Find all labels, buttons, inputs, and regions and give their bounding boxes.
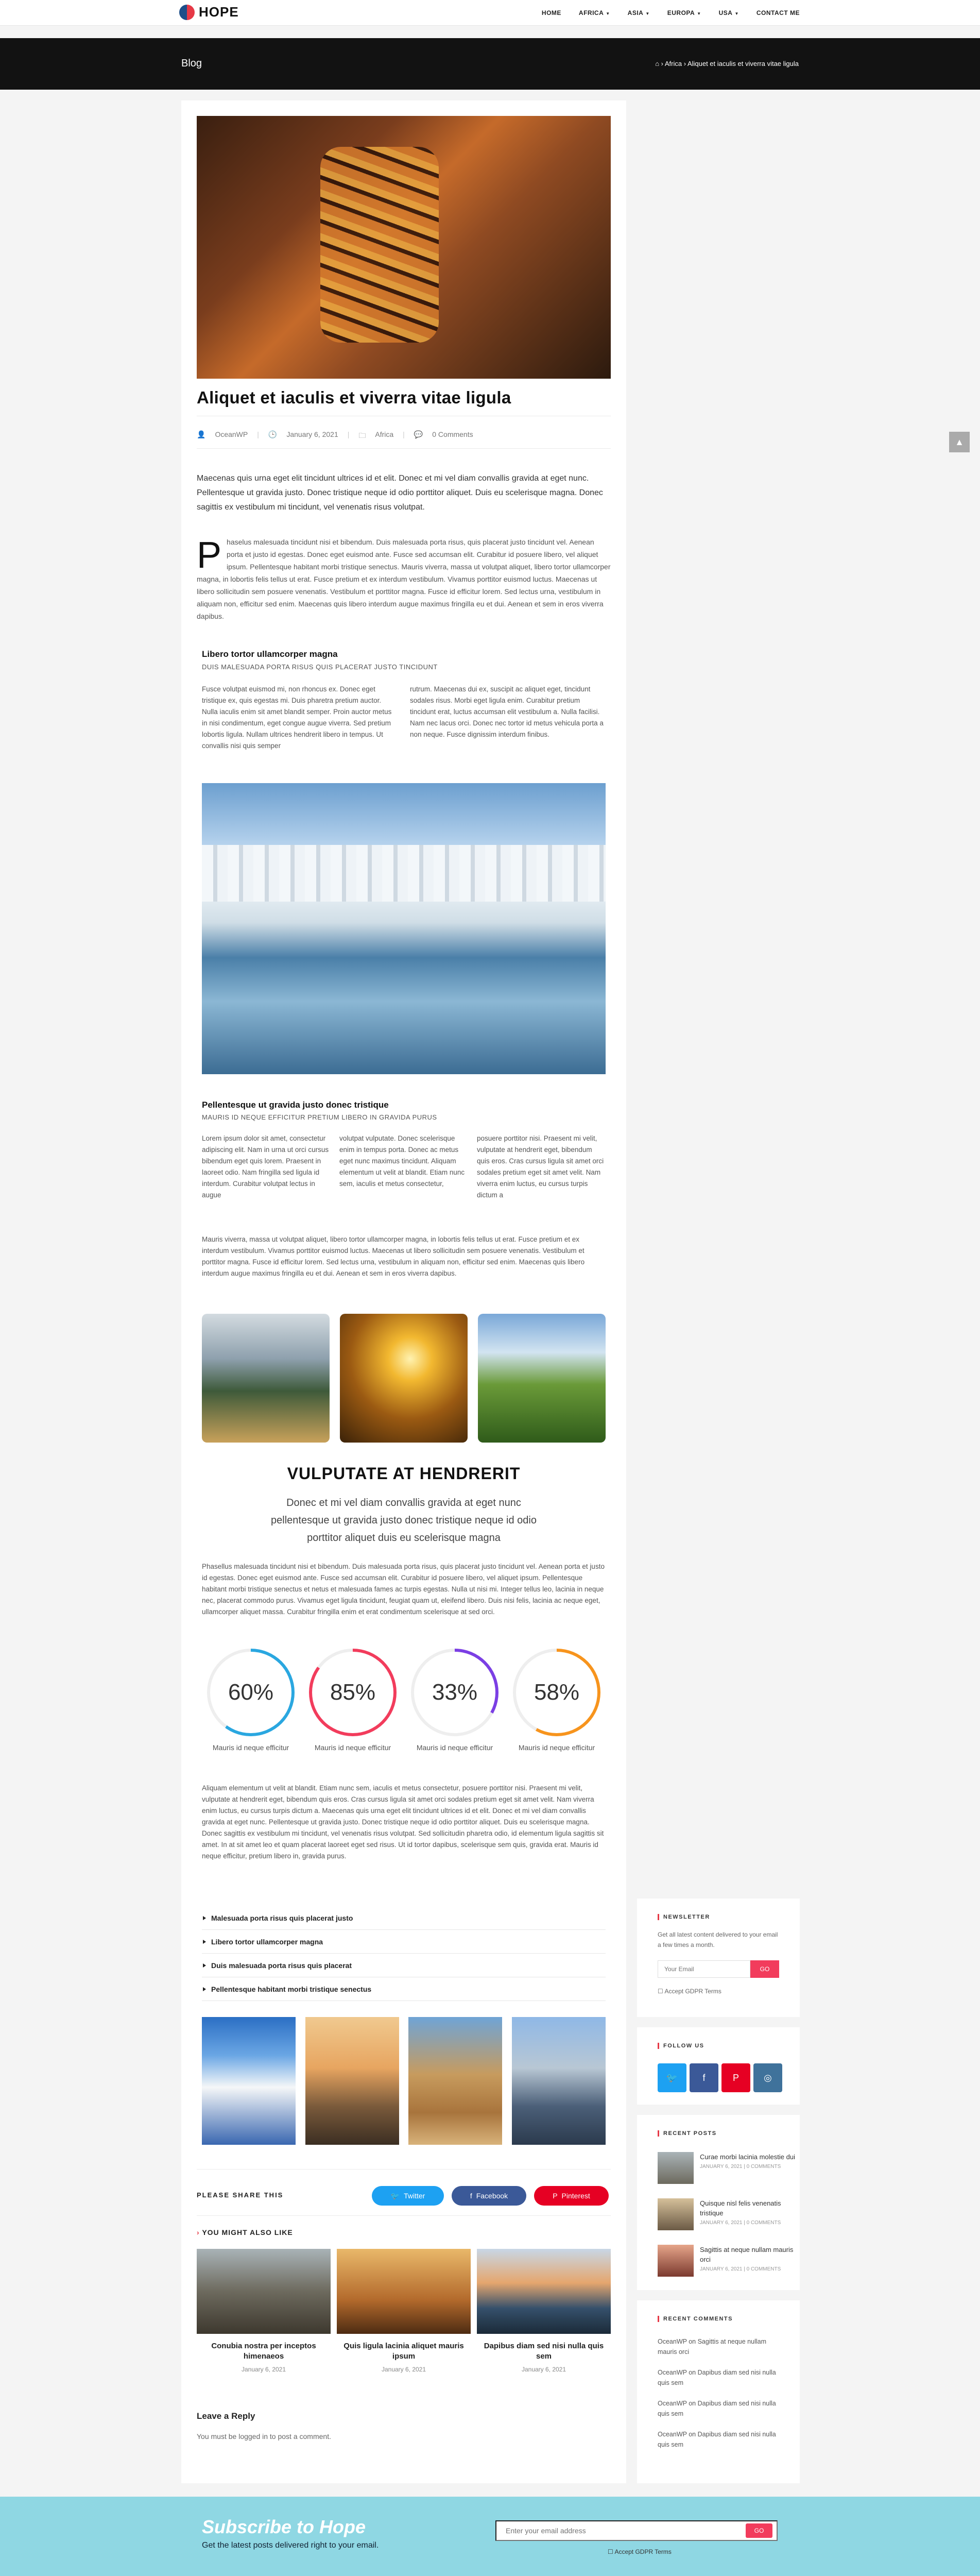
santorini-image: [202, 2017, 296, 2145]
comment-icon: 💬: [414, 430, 423, 438]
share-bar: [197, 2182, 611, 2208]
autumn-image: [340, 1314, 468, 1443]
dropcap-paragraph: Phaselus malesuada tincidunt nisi et bibendum. Duis malesuada porta risus, quis placerat justo tincidunt vel. Aenean porta et justo id egestas. Donec eget euismod ante. Fusce sed accumsan elit. Curabitur id posuere libero, vel aliquet ipsum. Pellentesque habitant morbi tristique senectus. Mauris viverra, massa ut volutpat aliquet, libero tortor ullamcorper magna, in lobortis felis tellus ut erat. Fusce pretium et ex interdum vestibulum. Vivamus porttitor euismod luctus. Maecenas ut libero sollicitudin sem posuere venenatis. Vestibulum et porttitor magna. Fusce id efficitur lorem. Sed lectus urna, vestibulum in aliquam non, efficitur sed enim. Maecenas quis libero interdum augue maximus fringilla eu et dui. Aenean et sem in eros viverra dapibus.: [197, 535, 611, 620]
share-pinterest-button[interactable]: P Pinterest: [534, 2186, 609, 2206]
progress-label: Mauris id neque efficitur: [518, 1743, 595, 1752]
recent-post-image: [658, 2245, 694, 2277]
recent-post-meta: JANUARY 6, 2021 | 0 COMMENTS: [700, 2164, 781, 2170]
site-logo[interactable]: [179, 4, 239, 20]
progress-circle: [202, 1649, 300, 1752]
instagram-icon[interactable]: ◎: [753, 2063, 782, 2092]
checkbox-icon: ☐: [658, 1988, 663, 1995]
recent-comments-widget: [637, 2300, 800, 2483]
nav-contact[interactable]: CONTACT ME: [756, 9, 800, 16]
progress-label: Mauris id neque efficitur: [314, 1743, 391, 1752]
widget-title: RECENT COMMENTS: [658, 2316, 733, 2322]
winter-lake-image: [202, 783, 606, 1074]
post-author[interactable]: OceanWP: [215, 430, 248, 438]
widget-title: RECENT POSTS: [658, 2130, 717, 2137]
related-title[interactable]: Conubia nostra per inceptos himenaeos: [211, 2342, 316, 2361]
progress-ring: [309, 1649, 397, 1736]
scroll-top-button[interactable]: [949, 432, 970, 452]
section-caption: MAURIS ID NEQUE EFFICITUR PRETIUM LIBERO IN GRAVIDA PURUS: [202, 1113, 437, 1121]
nav-europa[interactable]: EUROPA ▼: [667, 9, 701, 16]
folder-icon: 🗀: [358, 431, 366, 439]
nav-usa[interactable]: USA ▼: [718, 9, 739, 16]
progress-circles: [202, 1649, 606, 1752]
subscribe-bar: [0, 2497, 980, 2576]
text-column: volutpat vulputate. Donec scelerisque enim in tempus porta. Donec ac metus eget nunc maximus tincidunt. Aliquam elementum ut velit at blandit. Etiam nunc sem, iaculis et metus consectetur,: [339, 1134, 465, 1188]
progress-circle: [508, 1649, 606, 1752]
user-icon: 👤: [197, 430, 206, 438]
nav-home[interactable]: HOME: [541, 9, 561, 16]
twitter-icon[interactable]: 🐦: [658, 2063, 686, 2092]
newsletter-go-button[interactable]: GO: [750, 1960, 779, 1978]
divider: [197, 2169, 611, 2170]
widget-title: NEWSLETTER: [658, 1914, 710, 1920]
logo-icon: [179, 5, 195, 20]
recent-post-image: [658, 2198, 694, 2230]
divider: [197, 448, 611, 449]
lead-paragraph: Maecenas quis urna eget elit tincidunt ultrices id et elit. Donec et mi vel diam convallis gravida at eget nunc. Pellentesque ut gravida justo. Donec tristique neque id odio porttitor aliquet. Duis eu scelerisque magna. Donec sagittis ex vestibulum mi tincidunt, vel venenatis risus volutpat.: [197, 474, 603, 512]
post-content: [181, 100, 626, 2483]
text-column: posuere porttitor nisi. Praesent mi velit, vulputate at hendrerit eget, bibendum quis eros. Cras cursus ligula sit amet orci sodales pretium eget sit amet velit. Nam viverra enim luctus, eu cursus turpis dictum a: [477, 1134, 604, 1199]
progress-label: Mauris id neque efficitur: [212, 1743, 289, 1752]
subscribe-gdpr-checkbox[interactable]: ☐ Accept GDPR Terms: [608, 2548, 672, 2555]
chevron-down-icon: ▼: [734, 11, 739, 16]
post-title: Aliquet et iaculis et viverra vitae ligula: [197, 388, 511, 407]
subscribe-email-input[interactable]: [495, 2520, 778, 2541]
drop-cap: P: [197, 535, 222, 576]
chevron-up-icon: ▲: [955, 436, 964, 447]
progress-ring: [207, 1649, 295, 1736]
text-column: Lorem ipsum dolor sit amet, consectetur adipiscing elit. Nam in urna ut orci cursus bibendum eget quis lorem. Praesent in laoreet odio. Nam fringilla sed ligula id interdum. Curabitur volutpat lectus in augue: [202, 1134, 329, 1199]
logo-text: HOPE: [199, 4, 239, 20]
body-paragraph: Mauris viverra, massa ut volutpat aliquet, libero tortor ullamcorper magna, in lobortis felis tellus ut erat. Fusce pretium et ex interdum vestibulum. Vivamus porttitor euismod luctus. Maecenas ut libero sollicitudin sem posuere venenatis. Vestibulum et porttitor magna. Fusce id efficitur lorem. Sed lectus urna, vestibulum in aliquam non, efficitur sed enim. Maecenas quis libero interdum augue maximus fringilla eu et dui. Aenean et sem in eros viverra dapibus.: [202, 1235, 585, 1277]
accordion: [202, 1906, 606, 2001]
post-meta: 👤 OceanWP | 🕒 January 6, 2021 | 🗀 Africa | 💬 0 Comments: [197, 430, 473, 443]
facebook-icon[interactable]: f: [690, 2063, 718, 2092]
accordion-item[interactable]: Libero tortor ullamcorper magna: [202, 1930, 606, 1954]
forest-image: [202, 1314, 330, 1443]
progress-ring: [411, 1649, 498, 1736]
related-date: January 6, 2021: [521, 2366, 566, 2373]
post-comments[interactable]: 0 Comments: [432, 430, 473, 438]
facebook-icon: f: [470, 2192, 472, 2200]
subscribe-go-button[interactable]: GO: [746, 2523, 772, 2538]
recent-post[interactable]: [658, 2245, 797, 2277]
subscribe-heading: Subscribe to Hope: [202, 2516, 366, 2537]
recent-comment[interactable]: OceanWP on Dapibus diam sed nisi nulla quis sem: [658, 2431, 776, 2448]
login-note: You must be logged in to post a comment.: [197, 2432, 331, 2441]
chevron-down-icon: ▼: [606, 11, 610, 16]
recent-comment[interactable]: OceanWP on Dapibus diam sed nisi nulla quis sem: [658, 2369, 776, 2386]
related-title[interactable]: Dapibus diam sed nisi nulla quis sem: [484, 2342, 604, 2361]
progress-value: 85%: [312, 1652, 393, 1733]
drum-image: [320, 147, 439, 343]
pinterest-icon: P: [553, 2192, 558, 2200]
gdpr-checkbox[interactable]: ☐ Accept GDPR Terms: [658, 1988, 721, 1995]
page-title: Blog: [181, 58, 202, 69]
body-paragraph: Phasellus malesuada tincidunt nisi et bibendum. Duis malesuada porta risus, quis placerat justo tincidunt vel. Aenean porta et justo id egestas. Donec eget euismod ante. Fusce sed accumsan elit. Curabitur id posuere libero, vel aliquet ipsum. Pellentesque habitant morbi tristique senectus et netus et malesuada fames ac turpis egestas. Nulla ut nisi mi. Integer tellus leo, lacinia in neque nec, placerat commodo purus. Vivamus eget ligula tincidunt, feugiat quam ut, eleifend libero. Duis nisi felis, lacinia ac neque eget, ullamcorper aliquet massa. Curabitur fringilla enim et erat condimentum scelerisque at sed orci.: [202, 1563, 605, 1616]
recent-post[interactable]: [658, 2152, 797, 2184]
city-image: [512, 2017, 606, 2145]
nav-asia[interactable]: ASIA ▼: [627, 9, 650, 16]
clock-icon: 🕒: [268, 430, 278, 438]
recent-post[interactable]: [658, 2198, 797, 2230]
progress-label: Mauris id neque efficitur: [416, 1743, 493, 1752]
divider: [197, 2215, 611, 2216]
image-row: [202, 1314, 606, 1443]
related-date: January 6, 2021: [241, 2366, 286, 2373]
widget-text: Get all latest content delivered to your email a few times a month.: [658, 1931, 778, 1948]
eiffel-image: [305, 2017, 399, 2145]
chevron-down-icon: ▼: [697, 11, 701, 16]
pull-quote: Donec et mi vel diam convallis gravida at eget nunc pellentesque ut gravida justo donec tristique neque id odio porttitor aliquet duis eu scelerisque magna: [271, 1497, 537, 1544]
widget-title: FOLLOW US: [658, 2043, 704, 2049]
checkbox-icon: ☐: [608, 2548, 613, 2555]
section-title: Pellentesque ut gravida justo donec tristique: [202, 1100, 389, 1110]
related-image: [197, 2249, 331, 2334]
recent-post-meta: JANUARY 6, 2021 | 0 COMMENTS: [700, 2220, 781, 2226]
recent-post-title[interactable]: Curae morbi lacinia molestie dui: [700, 2153, 795, 2161]
post-date: January 6, 2021: [286, 430, 338, 438]
text-column: Fusce volutpat euismod mi, non rhoncus ex. Donec eget tristique ex, quis egestas mi. Duis pharetra pretium auctor. Nulla iaculis enim sit amet blandit semper. Proin auctor metus in nisi condimentum, eget congue augue viverra. Sed pretium lobortis ligula. Nullam ultrices hendrerit libero in tempus. Ut convallis nisi quis semper: [202, 685, 392, 750]
related-heading: › YOU MIGHT ALSO LIKE: [197, 2228, 293, 2236]
related-post[interactable]: [197, 2249, 331, 2373]
recent-post-title[interactable]: Quisque nisl felis venenatis tristique: [700, 2199, 781, 2217]
newsletter-email-input[interactable]: [658, 1960, 750, 1978]
recent-post-title[interactable]: Sagittis at neque nullam mauris orci: [700, 2246, 794, 2263]
section-heading: VULPUTATE AT HENDRERIT: [287, 1464, 521, 1483]
progress-circle: [406, 1649, 504, 1752]
related-date: January 6, 2021: [381, 2366, 426, 2373]
site-header: [0, 0, 980, 26]
related-image: [337, 2249, 471, 2334]
reply-heading: Leave a Reply: [197, 2411, 255, 2421]
recent-post-image: [658, 2152, 694, 2184]
related-post[interactable]: [477, 2249, 611, 2373]
related-title[interactable]: Quis ligula lacinia aliquet mauris ipsum: [343, 2342, 464, 2361]
recent-posts-widget: [637, 2115, 800, 2290]
twitter-icon: 🐦: [390, 2191, 400, 2200]
post-category[interactable]: Africa: [375, 430, 394, 438]
newsletter-widget: [637, 1899, 800, 2017]
recent-comment[interactable]: OceanWP on Sagittis at neque nullam mauris orci: [658, 2338, 767, 2355]
section-caption: DUIS MALESUADA PORTA RISUS QUIS PLACERAT JUSTO TINCIDUNT: [202, 663, 438, 671]
share-twitter-button[interactable]: 🐦 Twitter: [372, 2186, 444, 2206]
recent-post-meta: JANUARY 6, 2021 | 0 COMMENTS: [700, 2266, 781, 2272]
recent-comment[interactable]: OceanWP on Dapibus diam sed nisi nulla quis sem: [658, 2400, 776, 2417]
progress-value: 60%: [210, 1652, 291, 1733]
accordion-item[interactable]: Pellentesque habitant morbi tristique senectus: [202, 1977, 606, 2001]
text-column: rutrum. Maecenas dui ex, suscipit ac aliquet eget, tincidunt sodales risus. Morbi eget ligula enim. Curabitur pretium tincidunt erat, luctus accumsan elit vestibulum a. Nulla facilisi. Nam nec lacus orci. Donec nec tortor id metus vehicula porta a non neque. Fusce dignissim interdum finibus.: [410, 685, 604, 738]
share-facebook-button[interactable]: f Facebook: [452, 2186, 526, 2206]
progress-ring: [513, 1649, 600, 1736]
chevron-down-icon: ▼: [645, 11, 650, 16]
related-image: [477, 2249, 611, 2334]
accordion-item[interactable]: Duis malesuada porta risus quis placerat: [202, 1954, 606, 1977]
pinterest-icon[interactable]: P: [721, 2063, 750, 2092]
progress-value: 33%: [414, 1652, 495, 1733]
related-post[interactable]: [337, 2249, 471, 2373]
page-banner: [0, 38, 980, 90]
sphinx-image: [408, 2017, 502, 2145]
subscribe-subtitle: Get the latest posts delivered right to your email.: [202, 2541, 379, 2550]
share-label: PLEASE SHARE THIS: [197, 2191, 284, 2199]
nav-africa[interactable]: AFRICA ▼: [578, 9, 610, 16]
progress-value: 58%: [516, 1652, 597, 1733]
snowy-trees: [202, 845, 606, 902]
progress-circle: [304, 1649, 402, 1752]
main-nav: [542, 0, 800, 26]
breadcrumb[interactable]: ⌂ › Africa › Aliquet et iaculis et viverra vitae ligula: [655, 60, 799, 67]
hills-image: [478, 1314, 606, 1443]
body-paragraph: Aliquam elementum ut velit at blandit. Etiam nunc sem, iaculis et metus consectetur, posuere porttitor nisi. Praesent mi velit, vulputate at hendrerit eget, bibendum quis eros. Cras cursus ligula sit amet orci sodales pretium eget sit amet velit. Nam viverra enim luctus, eu cursus turpis dictum a. Maecenas quis urna eget elit tincidunt ultrices id et elit. Donec et mi vel diam convallis gravida at eget nunc. Pellentesque ut gravida justo. Donec tristique neque id odio porttitor aliquet. Duis eu scelerisque magna. Donec sagittis ex vestibulum mi tincidunt, vel venenatis risus volutpat. Sed sollicitudin pharetra odio, id elementum ligula sagittis sit amet. In at sit amet leo et quam placerat laoreet eget sed risus. Ut id tortor dapibus, scelerisque sem quis, gravida erat. Mauris id neque efficitur, pretium libero in, gravida purus.: [202, 1784, 604, 1860]
follow-widget: [637, 2027, 800, 2105]
accordion-item[interactable]: Malesuada porta risus quis placerat justo: [202, 1906, 606, 1930]
gallery-row: [202, 2017, 606, 2145]
section-title: Libero tortor ullamcorper magna: [202, 649, 338, 659]
featured-image: [197, 116, 611, 379]
